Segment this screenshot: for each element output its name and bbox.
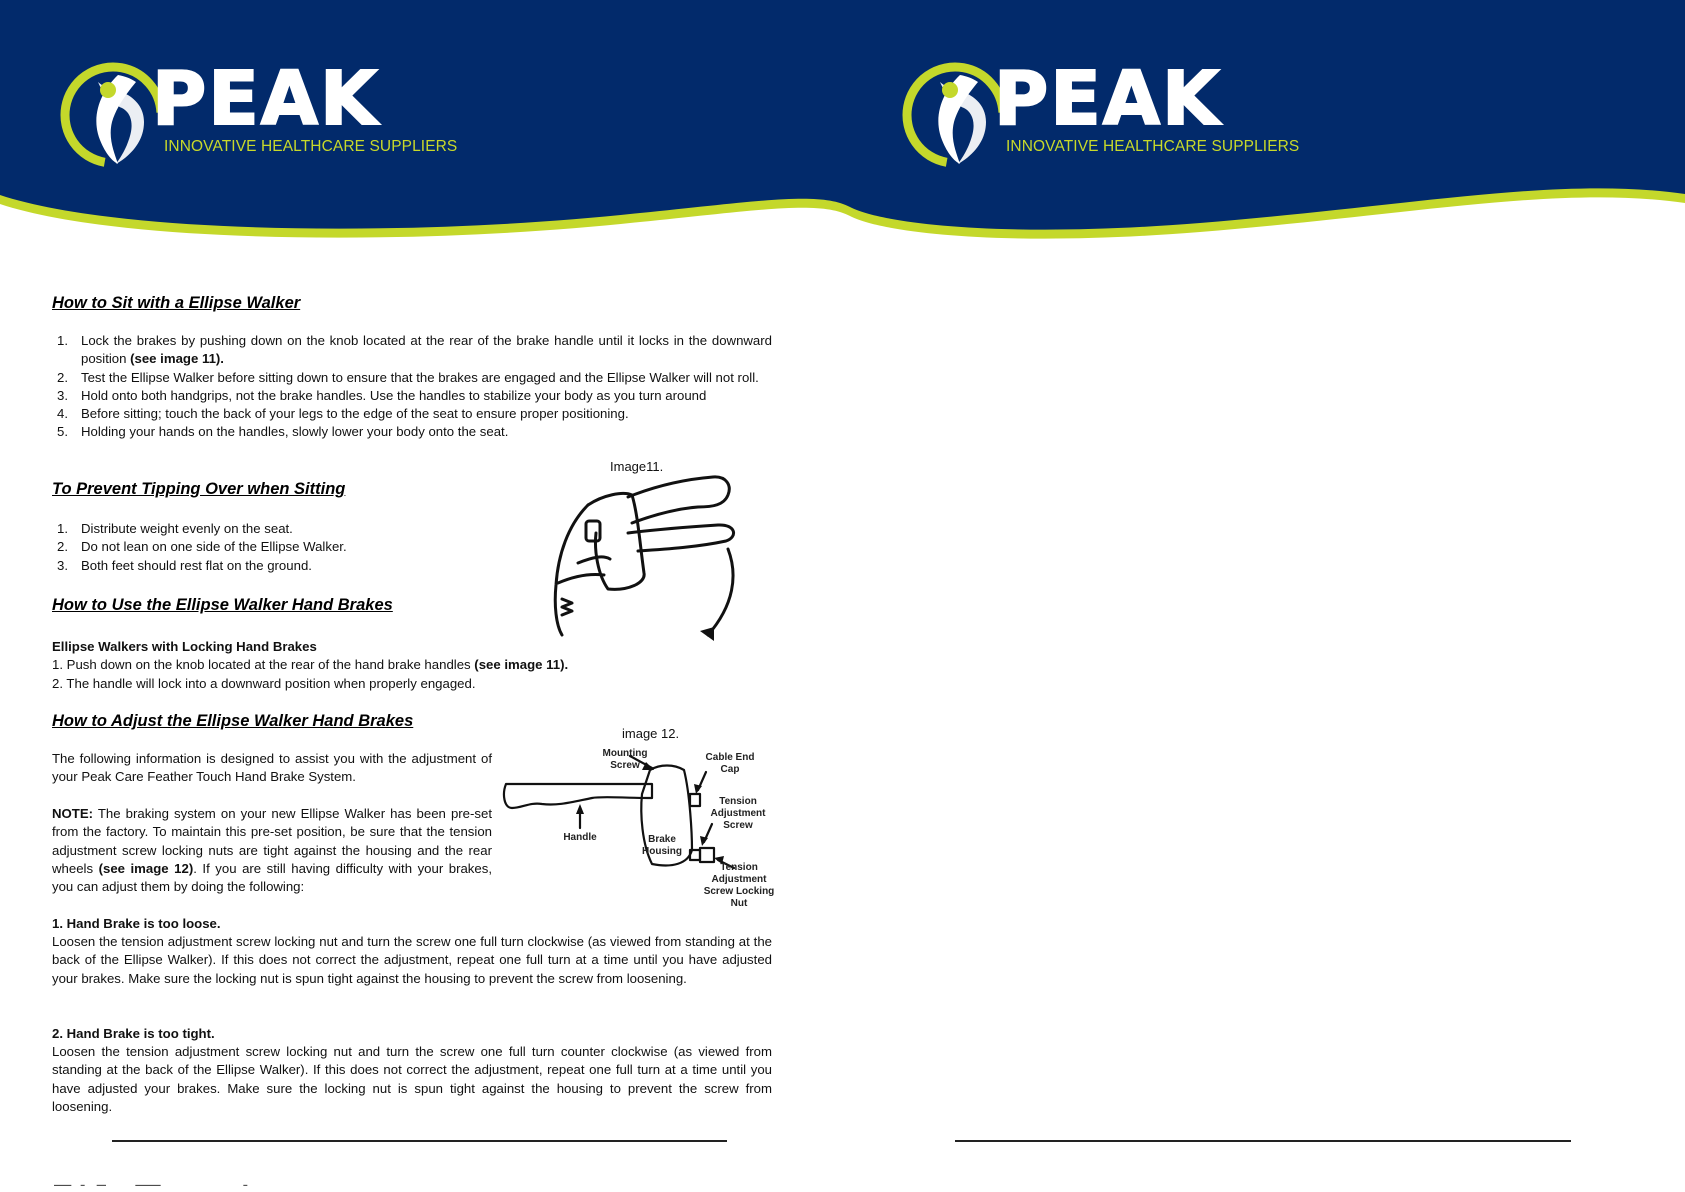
peak-logo <box>60 56 458 170</box>
brand-wordmark: PEAK <box>994 56 1222 142</box>
tight-text: Loosen the tension adjustment screw locking nut and turn the screw one full turn counter clockwise (as viewed from standing at the back of the Ellipse Walker). If this does not correct the adjustment, repeat one full turn at a time until you have adjusted your brakes. Make sure the locking nut is spun tight against the housing to prevent the screw from loosening. <box>52 1044 772 1114</box>
heading-use-hand-brakes: How to Use the Ellipse Walker Hand Brakes <box>52 596 393 614</box>
figure-caption: image 12. <box>622 726 680 741</box>
footer-rule-right <box>955 1140 1571 1142</box>
sit-steps-list <box>52 332 772 442</box>
adjust-intro: The following information is designed to assist you with the adjustment of your Peak Care Feather Touch Hand Brake System. <box>52 751 492 785</box>
heading-prevent-tipping: To Prevent Tipping Over when Sitting <box>52 480 346 498</box>
label-cable-end-cap: Cable End Cap <box>705 752 755 775</box>
subheading-locking-hand-brakes: Ellipse Walkers with Locking Hand Brakes <box>52 639 317 654</box>
tight-title: 2. Hand Brake is too tight. <box>52 1026 215 1041</box>
label-tension-screw-locking-nut: Tension Adjustment Screw Locking Nut <box>703 862 775 909</box>
heading-adjust-hand-brakes: How to Adjust the Ellipse Walker Hand Brakes <box>52 712 414 730</box>
list-item: 1. Push down on the knob located at the rear of the hand brake handles (see image 11). <box>52 657 569 673</box>
list-item: 1. Distribute weight evenly on the seat. <box>57 521 293 536</box>
label-tension-adjustment-screw: Tension Adjustment Screw <box>710 796 766 831</box>
footer-rule-left <box>112 1140 727 1142</box>
brand-wordmark: PEAK <box>152 56 380 142</box>
list-item: 3. Both feet should rest flat on the ground. <box>57 557 312 573</box>
list-item: 3. Hold onto both handgrips, not the brake handles. Use the handles to stabilize your body as you turn around <box>57 387 707 403</box>
bottom-edge-artifact <box>4 1184 304 1188</box>
list-item: 2. Do not lean on one side of the Ellipse Walker. <box>57 539 347 555</box>
tipping-steps-list <box>52 520 552 575</box>
list-item: 5. Holding your hands on the handles, slowly lower your body onto the seat. <box>57 424 509 440</box>
label-mounting-screw: Mounting Screw <box>602 748 648 771</box>
loose-text: Loosen the tension adjustment screw locking nut and turn the screw one full turn clockwise (as viewed from standing at the back of the Ellipse Walker). If this does not correct the adjustment, repeat one full turn at a time until you have adjusted your brakes. Make sure the locking nut is spun tight against the housing to prevent the screw from loosening. <box>52 934 772 986</box>
heading-how-to-sit: How to Sit with a Ellipse Walker <box>52 294 301 312</box>
brake-handle-drawing <box>548 455 758 645</box>
figure-image-12 <box>502 724 782 914</box>
label-handle: Handle <box>563 832 597 843</box>
figure-caption: Image11. <box>610 459 664 474</box>
label-brake-housing: Brake Housing <box>642 834 682 857</box>
list-item: 2. The handle will lock into a downward position when properly engaged. <box>52 675 476 691</box>
loose-title: 1. Hand Brake is too loose. <box>52 916 221 931</box>
hand-brakes-instructions <box>52 638 568 693</box>
list-item: 2. Test the Ellipse Walker before sitting down to ensure that the brakes are engaged and the Ellipse Walker will not roll. <box>57 369 759 385</box>
figure-image-11 <box>548 455 758 645</box>
list-item: 4. Before sitting; touch the back of your legs to the edge of the seat to ensure proper positioning. <box>57 406 629 422</box>
list-item: 1. Lock the brakes by pushing down on the knob located at the rear of the brake handle until it locks in the downward position (see image 11). <box>57 333 772 367</box>
adjust-note: NOTE: The braking system on your new Ellipse Walker has been pre-set from the factory. To maintain this pre-set position, be sure that the tension adjustment screw locking nuts are tight against the housing and the rear wheels (see image 12). If you are still having difficulty with your brakes, you can adjust them by doing the following: <box>52 806 492 895</box>
brand-tagline: INNOVATIVE HEALTHCARE SUPPLIERS <box>164 138 458 155</box>
peak-logo-right <box>902 56 1300 170</box>
brand-tagline: INNOVATIVE HEALTHCARE SUPPLIERS <box>1006 138 1300 155</box>
